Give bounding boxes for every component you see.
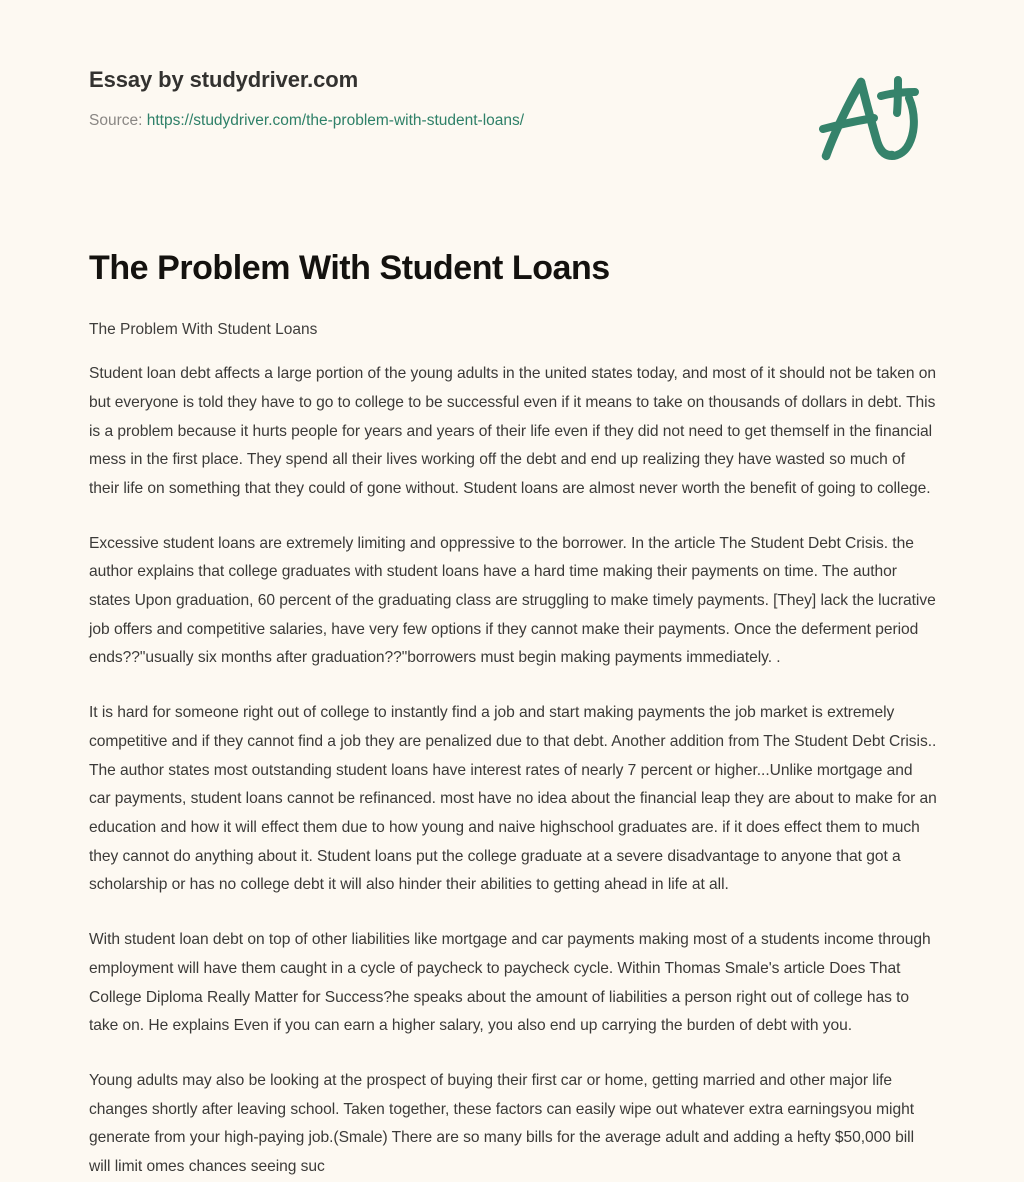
- paragraph: Young adults may also be looking at the prospect of buying their first car or home, getting married and other major life changes shortly after leaving school. Taken together, these factors can easily wipe out whatever extra earningsyou might generate from your high-paying job.(Smale) There are so many bills for the average adult and adding a hefty $50,000 bill will limit omes chances seeing suc: [89, 1071, 915, 1176]
- page-title: The Problem With Student Loans: [89, 249, 610, 287]
- page-header: [0, 0, 1024, 200]
- article-body: [89, 345, 937, 1182]
- header-text-block: [89, 66, 789, 131]
- paragraph: Excessive student loans are extremely limiting and oppressive to the borrower. In the article The Student Debt Crisis. the author explains that college graduates with student loans have a hard time making their payments on time. The author states Upon graduation, 60 percent of the graduating class are struggling to make timely payments. [They] lack the lucrative job offers and competitive salaries, have very few options if they cannot make their payments. Once the deferment period ends??"usually six months after graduation??"borrowers must begin making payments immediately. .: [89, 534, 936, 667]
- studydriver-logo[interactable]: [814, 68, 932, 168]
- source-line: [89, 94, 789, 131]
- article: [89, 248, 937, 1182]
- a-plus-logo-icon: [814, 68, 932, 168]
- source-url-link[interactable]: https://studydriver.com/the-problem-with-student-loans/: [146, 111, 525, 129]
- paragraph: It is hard for someone right out of college to instantly find a job and start making payments the job market is extremely competitive and if they cannot find a job they are penalized due to that debt. Another addition from The Student Debt Crisis.. The author states most outstanding student loans have interest rates of nearly 7 percent or higher...Unlike mortgage and car payments, student loans cannot be refinanced. most have no idea about the financial leap they are about to make for an education and how it will effect them due to how young and naive highschool graduates are. if it does effect them to much they cannot do anything about it. Student loans put the college graduate at a severe disadvantage to anyone that got a scholarship or has no college debt it will also hinder their abilities to getting ahead in life at all.: [89, 704, 937, 894]
- source-label: Source:: [89, 111, 143, 129]
- article-subtitle: The Problem With Student Loans: [89, 321, 318, 339]
- paragraph: With student loan debt on top of other liabilities like mortgage and car payments making most of a students income through employment will have them caught in a cycle of paycheck to paycheck cycle. Within Thomas Smale's article Does That College Diploma Really Matter for Success?he speaks about the amount of liabilities a person right out of college has to take on. He explains Even if you can earn a higher salary, you also end up carrying the burden of debt with you.: [89, 931, 931, 1035]
- paragraph: Student loan debt affects a large portion of the young adults in the united states today, and most of it should not be taken on but everyone is told they have to go to college to be successful even if it means to take on thousands of dollars in debt. This is a problem because it hurts people for years and years of their life even if they did not need to get themself in the financial mess in the first place. They spend all their lives working off the debt and end up realizing they have wasted so much of their life on something that they could of gone without. Student loans are almost never worth the benefit of going to college.: [89, 365, 936, 497]
- byline: Essay by studydriver.com: [89, 67, 359, 92]
